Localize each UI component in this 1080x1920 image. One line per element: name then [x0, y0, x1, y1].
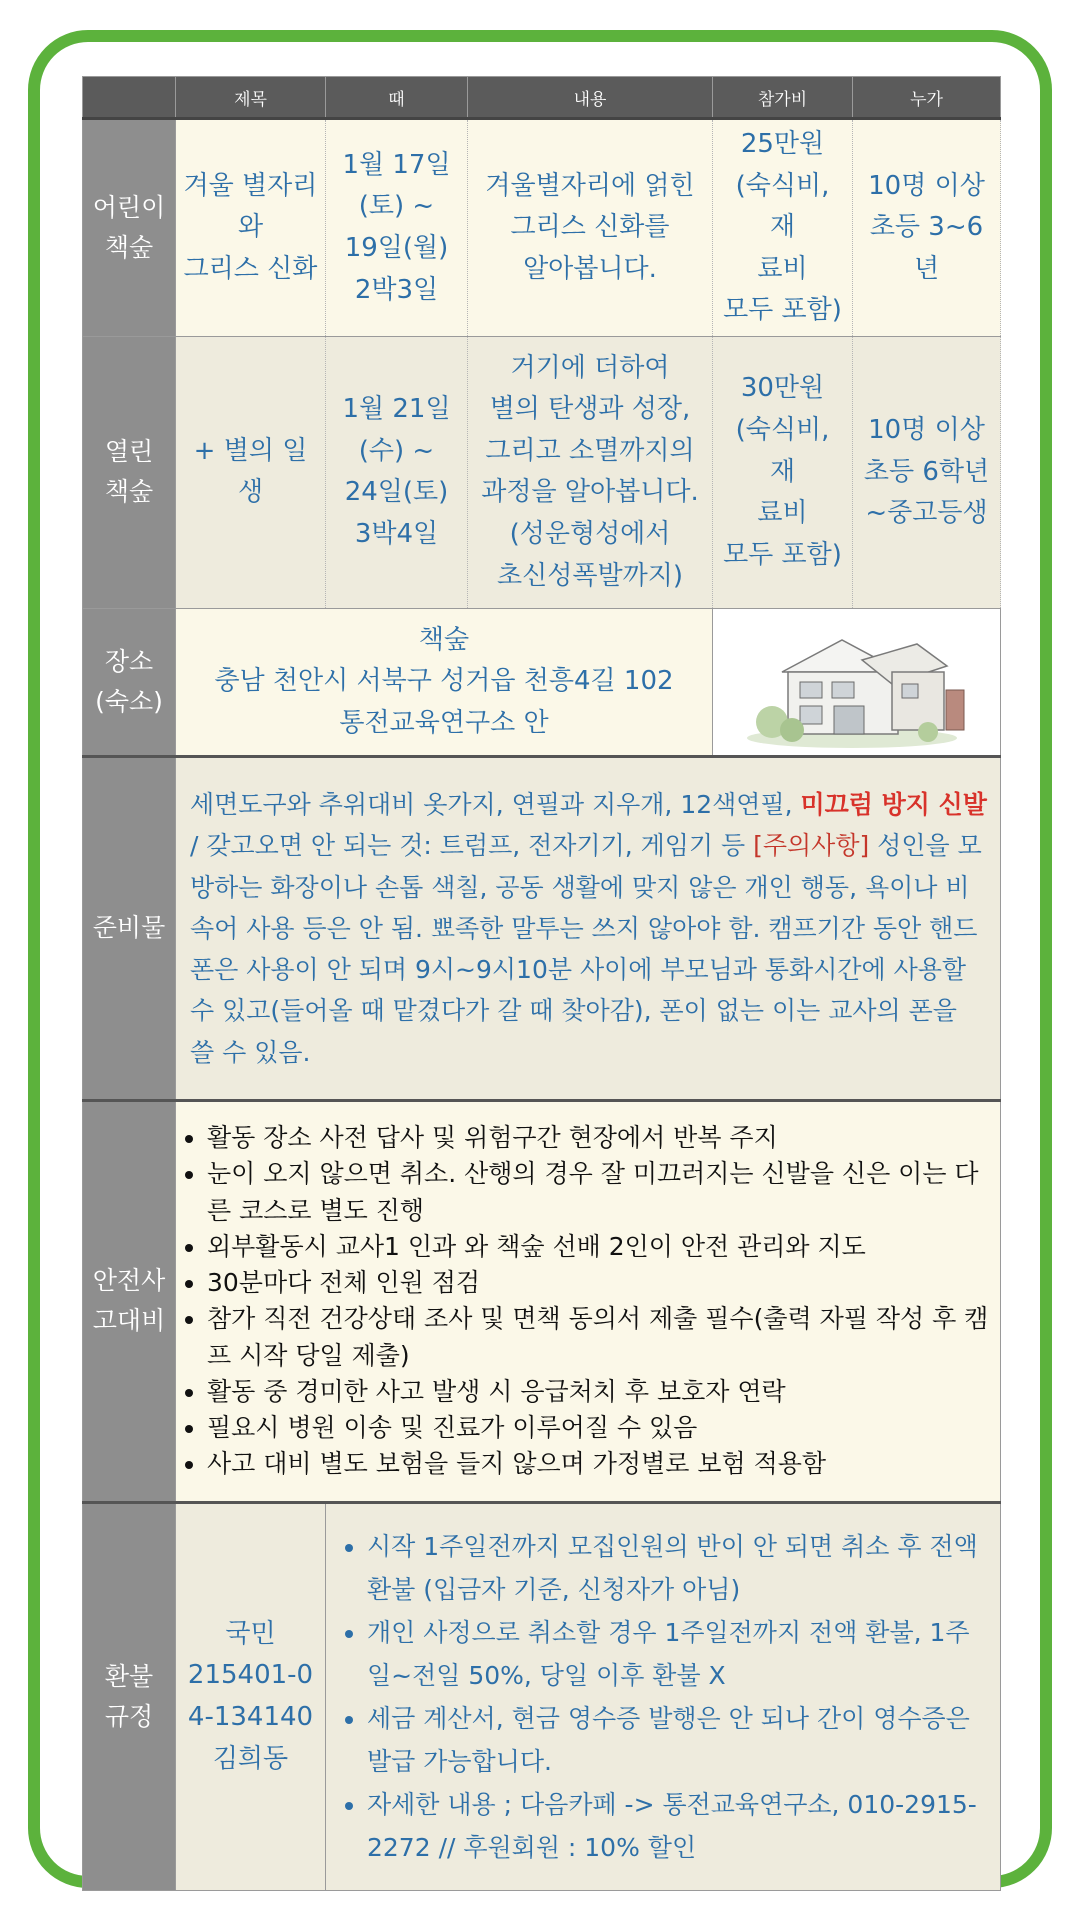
kids-fee: 25만원 (숙식비, 재 료비 모두 포함)	[713, 119, 853, 337]
open-row	[83, 336, 1001, 608]
header-who: 누가	[853, 77, 1001, 119]
kids-content: 겨울별자리에 얽힌 그리스 신화를 알아봅니다.	[468, 119, 713, 337]
refund-item: • 개인 사정으로 취소할 경우 1주일전까지 전액 환불, 1주일~전일 50%, 당일 이후 환불 X	[367, 1611, 991, 1697]
safety-list	[177, 1118, 999, 1485]
safety-item: • 눈이 오지 않으면 취소. 산행의 경우 잘 미끄러지는 신발을 신은 이는 다른 코스로 별도 진행	[207, 1156, 991, 1229]
refund-item: • 세금 계산서, 현금 영수증 발행은 안 되나 간이 영수증은 발급 가능합니다.	[367, 1697, 991, 1783]
refund-list-cell	[326, 1502, 1001, 1890]
prep-highlight: 미끄럼 방지 신발	[800, 790, 987, 820]
safety-item: • 참가 직전 건강상태 조사 및 면책 동의서 제출 필수(출력 자필 작성 후 캠프 시작 당일 제출)	[207, 1301, 991, 1374]
prep-text: 세면도구와 추위대비 옷가지, 연필과 지우개, 12색연필, 미끄럼 방지 신발 / 갖고오면 안 되는 것: 트럼프, 전자기기, 게임기 등 [주의사항] 성인을 모방하는 화장이나 손톱 색칠, 공동 생활에 맞지 않은 개인 행동, 욕이나 비속어 사용 등은 안 됨. 뾰족한 말투는 쓰지 않아야 함. 캠프기간 동안 핸드폰은 사용이 안 되며 9시~9시10분 사이에 부모님과 통화시간에 사용할 수 있고(들어올 때 맡겼다가 갈 때 찾아감), 폰이 없는 이는 교사의 폰을 쓸 수 있음.	[176, 756, 1001, 1100]
header-fee: 참가비	[713, 77, 853, 119]
open-when: 1월 21일 (수) ~ 24일(토) 3박4일	[326, 336, 468, 608]
prep-label: 준비물	[83, 756, 176, 1100]
safety-item: • 필요시 병원 이송 및 진료가 이루어질 수 있음	[207, 1410, 991, 1446]
safety-row	[83, 1100, 1001, 1502]
open-fee: 30만원 (숙식비, 재 료비 모두 포함)	[713, 336, 853, 608]
refund-list	[327, 1519, 999, 1875]
safety-item: • 30분마다 전체 인원 점검	[207, 1265, 991, 1301]
open-label: 열린 책숲	[83, 336, 176, 608]
kids-when: 1월 17일 (토) ~ 19일(월) 2박3일	[326, 119, 468, 337]
kids-title: 겨울 별자리 와 그리스 신화	[176, 119, 326, 337]
camp-info-table	[82, 76, 1001, 1891]
safety-item: • 사고 대비 별도 보험을 들지 않으며 가정별로 보험 적용함	[207, 1446, 991, 1482]
place-row	[83, 608, 1001, 756]
safety-label: 안전사 고대비	[83, 1100, 176, 1502]
safety-item: • 외부활동시 교사1 인과 와 책숲 선배 2인이 안전 관리와 지도	[207, 1229, 991, 1265]
refund-account: 국민 215401-0 4-134140 김희동	[176, 1502, 326, 1890]
open-content: 거기에 더하여 별의 탄생과 성장, 그리고 소멸까지의 과정을 알아봅니다. (성운형성에서 초신성폭발까지)	[468, 336, 713, 608]
safety-item: • 활동 장소 사전 답사 및 위험구간 현장에서 반복 주지	[207, 1120, 991, 1156]
place-label: 장소 (숙소)	[83, 608, 176, 756]
place-address: 책숲 충남 천안시 서북구 성거읍 천흥4길 102 통전교육연구소 안	[176, 608, 713, 756]
header-when: 때	[326, 77, 468, 119]
refund-label: 환불 규정	[83, 1502, 176, 1890]
header-row	[83, 77, 1001, 119]
kids-label: 어린이 책숲	[83, 119, 176, 337]
refund-row	[83, 1502, 1001, 1890]
prep-row	[83, 756, 1001, 1100]
place-photo	[713, 608, 1001, 756]
open-who: 10명 이상 초등 6학년 ~중고등생	[853, 336, 1001, 608]
refund-item: • 자세한 내용 ; 다음카페 -> 통전교육연구소, 010-2915-2272 // 후원회원 : 10% 할인	[367, 1783, 991, 1869]
house-sketch-image	[742, 610, 972, 750]
kids-who: 10명 이상 초등 3~6 년	[853, 119, 1001, 337]
header-corner	[83, 77, 176, 119]
open-title: + 별의 일생	[176, 336, 326, 608]
prep-caution: [주의사항]	[753, 831, 870, 861]
kids-row	[83, 119, 1001, 337]
safety-list-cell	[176, 1100, 1001, 1502]
refund-item: • 시작 1주일전까지 모집인원의 반이 안 되면 취소 후 전액 환불 (입금자 기준, 신청자가 아님)	[367, 1525, 991, 1611]
safety-item: • 활동 중 경미한 사고 발생 시 응급처치 후 보호자 연락	[207, 1374, 991, 1410]
header-content: 내용	[468, 77, 713, 119]
header-title: 제목	[176, 77, 326, 119]
